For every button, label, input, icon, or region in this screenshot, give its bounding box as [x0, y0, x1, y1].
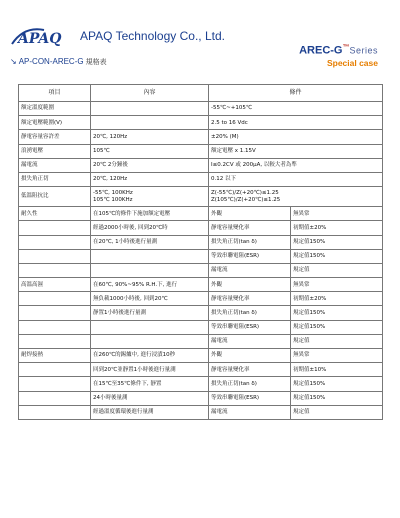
table-row — [19, 363, 383, 377]
row-item — [19, 221, 91, 235]
row-content-line: 在260℃的錫爐中, 進行浸漬10秒 — [93, 352, 176, 359]
row-content-line: 20℃ 2分鐘後 — [93, 162, 128, 169]
row-content — [91, 249, 209, 263]
row-condition — [209, 292, 291, 306]
row-condition — [209, 306, 291, 320]
row-condition-line: ±20% (M) — [211, 133, 239, 140]
row-condition — [209, 263, 291, 277]
row-requirement: 規定值 — [291, 334, 383, 348]
table-row — [19, 334, 383, 348]
row-content — [91, 235, 209, 249]
row-content — [91, 263, 209, 277]
row-content-line: 靜置1小時後進行量測 — [93, 309, 146, 316]
row-condition-line: Z(-55℃)/Z(+20℃)≤1.25 — [211, 190, 279, 197]
row-condition-line: 漏電流 — [211, 409, 228, 416]
row-content-line: 在20℃, 1小時後進行量測 — [93, 238, 158, 245]
row-item — [19, 334, 91, 348]
series-suffix: Series — [349, 45, 378, 56]
row-content — [91, 207, 209, 221]
table-row — [19, 278, 383, 292]
row-item — [19, 249, 91, 263]
row-requirement: 無異常 — [291, 349, 383, 363]
row-item — [19, 377, 91, 391]
table-row — [19, 320, 383, 334]
row-condition-line: 等效串聯電阻(ESR) — [211, 324, 260, 331]
row-condition — [209, 158, 383, 172]
doc-title: 規格表 — [85, 59, 107, 66]
table-row — [19, 292, 383, 306]
apaq-logo — [10, 24, 80, 48]
row-item: 靜電容量容許差 — [19, 130, 91, 144]
row-content-line: 105℃ — [93, 148, 110, 154]
row-content-line: 105℃ 100KHz — [93, 196, 133, 203]
document-title — [10, 57, 107, 67]
row-item: 額定電壓範圍(V) — [19, 116, 91, 130]
row-condition-line: 2.5 to 16 Vdc — [211, 119, 248, 126]
table-row — [19, 116, 383, 130]
series-name: AREC-G — [299, 44, 343, 57]
table-row — [19, 102, 383, 116]
row-content — [91, 172, 209, 186]
row-condition-line: 額定電壓 x 1.15V — [211, 148, 256, 154]
row-content — [91, 363, 209, 377]
row-item: 額定溫度範圍 — [19, 102, 91, 116]
table-body — [19, 102, 383, 420]
table-row — [19, 158, 383, 172]
row-condition-line: 漏電流 — [211, 267, 228, 274]
trademark-mark: ™ — [342, 44, 350, 51]
row-content — [91, 144, 209, 158]
doc-code: AP-CON-AREC-G — [18, 57, 84, 66]
company-name: APAQ Technology Co., Ltd. — [80, 29, 225, 43]
row-requirement: 規定值150% — [291, 391, 383, 405]
row-condition-line: 靜電容量變化率 — [211, 366, 250, 373]
row-condition — [209, 172, 383, 186]
table-row — [19, 377, 383, 391]
row-requirement: 規定值 — [291, 405, 383, 419]
row-item — [19, 320, 91, 334]
row-condition-line: 0.12 以下 — [211, 176, 236, 183]
row-condition — [209, 102, 383, 116]
table-row — [19, 391, 383, 405]
header-condition: 條件 — [209, 85, 383, 102]
table-row — [19, 405, 383, 419]
row-condition — [209, 363, 291, 377]
row-content — [91, 221, 209, 235]
row-condition — [209, 377, 291, 391]
table-row — [19, 187, 383, 207]
row-item — [19, 292, 91, 306]
series-block — [299, 44, 378, 68]
row-condition — [209, 349, 291, 363]
row-item — [19, 363, 91, 377]
row-requirement: 規定值 — [291, 263, 383, 277]
table-row — [19, 144, 383, 158]
row-condition — [209, 187, 383, 207]
row-condition-line: 靜電容量變化率 — [211, 295, 250, 302]
row-condition-line: 等效串聯電阻(ESR) — [211, 253, 260, 260]
row-requirement: 初期值±20% — [291, 221, 383, 235]
row-content — [91, 349, 209, 363]
table-header-row — [19, 85, 383, 102]
row-condition — [209, 221, 291, 235]
row-item: 浪湧電壓 — [19, 144, 91, 158]
table-row — [19, 207, 383, 221]
row-content-line: 24小時後量測 — [93, 395, 128, 401]
row-content-line: 在105℃的條件下施加額定電壓 — [93, 210, 171, 217]
row-content-line: 經過2000小時後, 回到20℃時 — [93, 224, 168, 231]
row-requirement: 規定值150% — [291, 235, 383, 249]
row-condition-line: 外觀 — [211, 352, 223, 359]
row-item: 漏電流 — [19, 158, 91, 172]
row-item — [19, 263, 91, 277]
row-content — [91, 334, 209, 348]
row-condition-line: 損失角正切(tan δ) — [211, 309, 257, 316]
row-content — [91, 130, 209, 144]
row-item: 耐久性 — [19, 207, 91, 221]
row-condition — [209, 207, 291, 221]
row-content — [91, 158, 209, 172]
special-case-label: Special case — [326, 57, 378, 68]
row-content-line: 無負載1000小時後, 回到20℃ — [93, 295, 168, 302]
row-condition — [209, 405, 291, 419]
row-content-line: 經過溫度循環後進行量測 — [93, 409, 154, 416]
row-condition-line: I≤0.2CV 或 200μA, 以較大者為準 — [211, 162, 297, 169]
row-requirement: 規定值150% — [291, 306, 383, 320]
row-content — [91, 377, 209, 391]
row-condition-line: 靜電容量變化率 — [211, 224, 250, 231]
row-content-line: 20℃, 120Hz — [93, 176, 128, 183]
table-row — [19, 221, 383, 235]
header-content: 內容 — [91, 85, 209, 102]
row-content — [91, 187, 209, 207]
row-condition — [209, 278, 291, 292]
row-condition-line: Z(105℃)/Z(+20℃)≤1.25 — [211, 196, 281, 203]
spec-table — [18, 84, 383, 420]
row-content — [91, 391, 209, 405]
row-requirement: 規定值150% — [291, 320, 383, 334]
header-item: 項目 — [19, 85, 91, 102]
table-row — [19, 349, 383, 363]
row-condition — [209, 320, 291, 334]
row-condition-line: 等效串聯電阻(ESR) — [211, 395, 260, 401]
row-content-line: 回到20℃並靜置1小時後進行量測 — [93, 366, 176, 373]
row-content — [91, 102, 209, 116]
row-content-line: 在15℃至35℃條件下, 靜置 — [93, 380, 162, 387]
row-content — [91, 292, 209, 306]
table-row — [19, 263, 383, 277]
row-condition-line: 損失角正切(tan δ) — [211, 380, 257, 387]
svg-text:APAQ: APAQ — [18, 31, 62, 47]
row-content-line: 20℃, 120Hz — [93, 133, 128, 140]
row-item — [19, 235, 91, 249]
row-requirement: 規定值150% — [291, 377, 383, 391]
row-item — [19, 391, 91, 405]
row-condition — [209, 235, 291, 249]
row-condition-line: 外觀 — [211, 210, 223, 217]
row-condition-line: 損失角正切(tan δ) — [211, 238, 257, 245]
table-row — [19, 235, 383, 249]
row-content — [91, 116, 209, 130]
table-row — [19, 249, 383, 263]
row-content — [91, 405, 209, 419]
row-condition-line: 外觀 — [211, 281, 223, 288]
row-condition — [209, 391, 291, 405]
row-requirement: 無異常 — [291, 207, 383, 221]
row-condition — [209, 130, 383, 144]
row-condition — [209, 249, 291, 263]
row-requirement: 初期值±20% — [291, 292, 383, 306]
row-item: 高溫高濕 — [19, 278, 91, 292]
row-item — [19, 405, 91, 419]
row-requirement: 規定值150% — [291, 249, 383, 263]
series-title — [299, 44, 378, 57]
row-requirement: 初期值±10% — [291, 363, 383, 377]
row-condition — [209, 144, 383, 158]
row-content — [91, 306, 209, 320]
arrow-icon: ↘ — [10, 57, 17, 66]
row-requirement: 無異常 — [291, 278, 383, 292]
row-condition-line: -55℃~+105℃ — [211, 105, 253, 112]
row-condition — [209, 334, 291, 348]
row-item: 損失角正切 — [19, 172, 91, 186]
table-row — [19, 172, 383, 186]
row-item: 低溫阻抗比 — [19, 187, 91, 207]
row-condition — [209, 116, 383, 130]
row-condition-line: 漏電流 — [211, 338, 228, 345]
row-content — [91, 278, 209, 292]
row-item — [19, 306, 91, 320]
row-content-line: -55℃, 100KHz — [93, 190, 133, 197]
table-row — [19, 130, 383, 144]
row-item: 耐焊接熱 — [19, 349, 91, 363]
table-row — [19, 306, 383, 320]
row-content — [91, 320, 209, 334]
row-content-line: 在60℃, 90%~95% R.H.下, 進行 — [93, 281, 178, 288]
